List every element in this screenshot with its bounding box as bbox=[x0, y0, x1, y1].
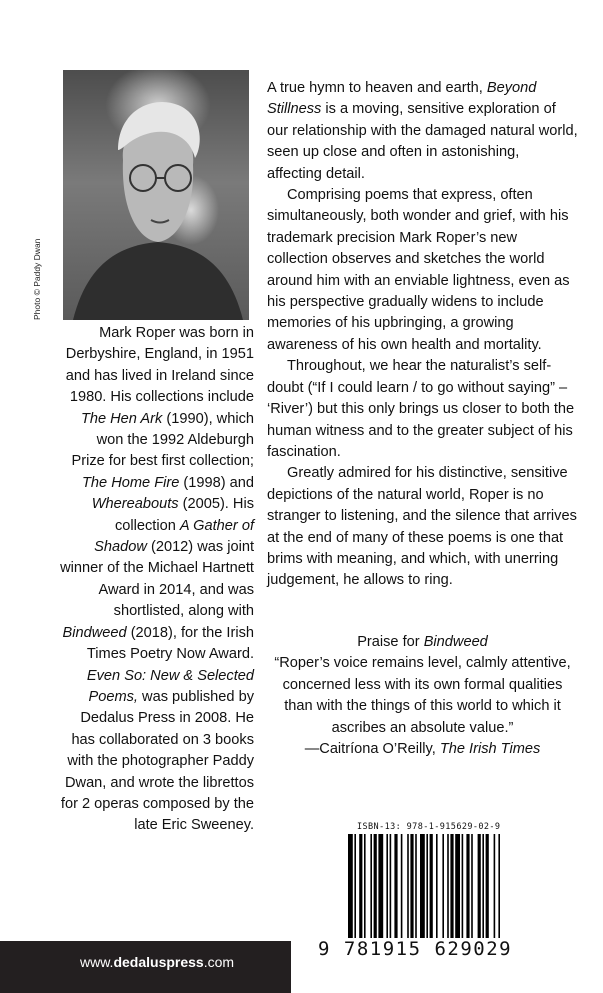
author-photo bbox=[63, 70, 249, 320]
book-title: Beyond Stillness bbox=[267, 80, 537, 118]
bio-text: (2018), for the Irish Times Poetry Now Award. bbox=[86, 624, 254, 663]
book-title: Bindweed bbox=[62, 624, 127, 641]
book-title: The Hen Ark bbox=[80, 410, 163, 427]
url-suffix: .com bbox=[203, 954, 235, 970]
book-title: Whereabouts bbox=[91, 496, 179, 513]
bio-text: (1990), which won the 1992 Aldeburgh Prize for best first collection; bbox=[71, 410, 254, 470]
bio-text: Mark Roper was born in Derbyshire, England, in 1951 and has lived in Ireland since 1980. His collections include bbox=[65, 325, 254, 406]
attribution-name: —Caitríona O’Reilly, bbox=[304, 741, 440, 758]
praise-section bbox=[267, 632, 578, 760]
url-prefix: www. bbox=[80, 954, 114, 970]
blurb-paragraph: Comprising poems that express, often simultaneously, both wonder and grief, with his trademark precision Mark Roper’s new collection observes and sketches the world around him with an enviable lightness, even as his perspective gradually widens to include memories of his upbringing, a growing awareness of his own health and mortality. bbox=[267, 187, 570, 353]
isbn-label: ISBN-13: 978-1-915629-02-9 bbox=[357, 822, 501, 832]
praise-heading-text: Praise for bbox=[357, 634, 424, 650]
blurb-paragraph: Greatly admired for his distinctive, sensitive depictions of the natural world, Roper is no stranger to listening, and the silence that arrives at the end of many of these poems is one that brims with meaning, and which, with unerring judgement, he allows to ring. bbox=[267, 465, 577, 589]
book-title: Bindweed bbox=[423, 634, 488, 650]
author-bio bbox=[60, 323, 254, 837]
footer-bar bbox=[0, 941, 291, 993]
praise-heading bbox=[267, 632, 578, 653]
url-domain: dedaluspress bbox=[113, 954, 204, 970]
publication-name: The Irish Times bbox=[439, 741, 541, 758]
barcode-digits: 9 781915 629029 bbox=[318, 938, 513, 960]
blurb-text: is a moving, sensitive exploration of our relationship with the damaged natural world, seen up close and often in astonishing, affecting detail. bbox=[267, 101, 578, 182]
barcode-icon bbox=[348, 834, 536, 938]
author-portrait-icon bbox=[63, 70, 249, 320]
blurb-paragraph: Throughout, we hear the naturalist’s self-doubt (“If I could learn / to go without saying” – ‘River’) but this only brings us closer to both the human witness and to the greater subject of his fascination. bbox=[267, 358, 575, 460]
praise-quote: “Roper’s voice remains level, calmly attentive, concerned less with its own formal qualities than with the things of this world to which it ascribes an absolute value.” bbox=[274, 655, 571, 736]
blurb-text: A true hymn to heaven and earth, bbox=[267, 80, 487, 96]
bio-text: (1998) and bbox=[179, 474, 254, 491]
bio-text: was published by Dedalus Press in 2008. He has collaborated on 3 books with the photographer Paddy Dwan, and wrote the librettos for 2 operas composed by the late Eric Sweeney. bbox=[60, 688, 254, 834]
book-title: The Home Fire bbox=[82, 474, 180, 491]
book-description bbox=[267, 78, 578, 592]
blurb-paragraph bbox=[267, 78, 578, 185]
book-title: A Gather of Shadow bbox=[94, 517, 254, 556]
bio-text: (2005). His collection bbox=[115, 496, 254, 534]
photo-credit: Photo © Paddy Dwan bbox=[32, 238, 42, 320]
book-title: Even So: New & Selected Poems, bbox=[86, 667, 254, 705]
bio-text: (2012) was joint winner of the Michael Hartnett Award in 2014, and was shortlisted, along with bbox=[60, 539, 254, 620]
praise-attribution bbox=[267, 739, 578, 760]
publisher-url[interactable] bbox=[80, 954, 234, 970]
